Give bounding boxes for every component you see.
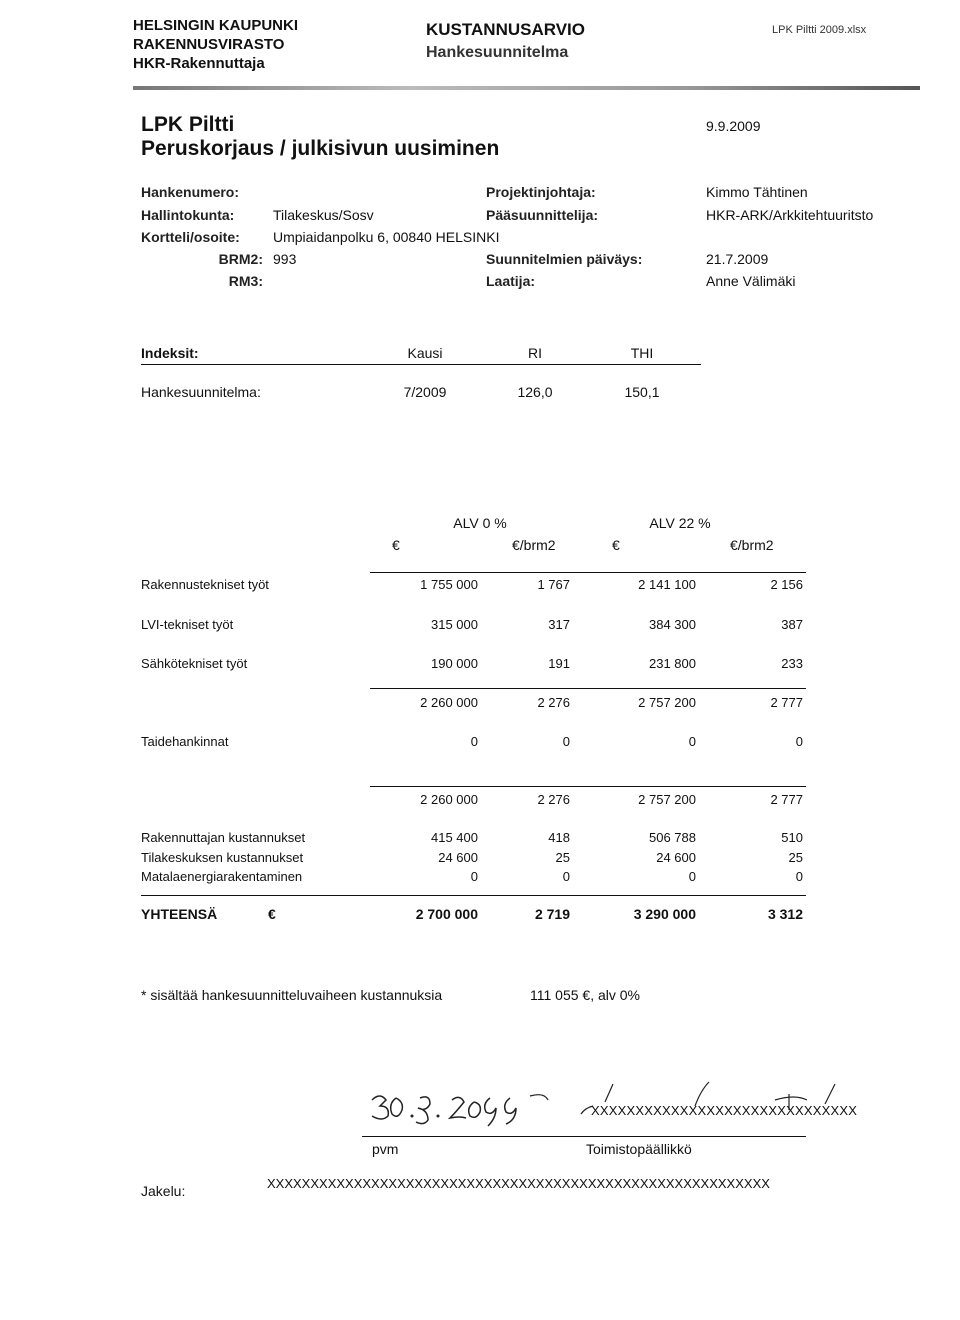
footnote-text: * sisältää hankesuunnitteluvaiheen kustannuksia	[141, 987, 443, 1003]
taide-label: Taidehankinnat	[141, 734, 229, 749]
cost-row-label: Rakennustekniset työt	[141, 577, 269, 592]
extra-row-v4: 25	[788, 850, 803, 865]
indices-kausi: 7/2009	[403, 384, 447, 400]
indices-rule	[141, 364, 701, 365]
total-v2: 2 719	[534, 906, 570, 922]
laatija-label: Laatija:	[486, 273, 536, 289]
indices-col-ri: RI	[528, 345, 542, 361]
total-v1: 2 700 000	[415, 906, 478, 922]
total-label: YHTEENSÄ	[141, 906, 218, 922]
cost-header-rule	[370, 572, 806, 573]
indices-thi: 150,1	[624, 384, 660, 400]
project-title: LPK Piltti	[141, 113, 235, 136]
indices-col-thi: THI	[630, 345, 654, 361]
projektinjohtaja-label: Projektinjohtaja:	[486, 184, 596, 200]
doc-type: KUSTANNUSARVIO	[426, 20, 585, 39]
subtotal1-v3: 2 757 200	[638, 695, 696, 710]
extra-row-v2: 0	[562, 869, 570, 884]
extra-row-v2: 418	[548, 830, 570, 845]
distribution-label: Jakelu:	[141, 1183, 186, 1199]
cost-row-v4: 2 156	[770, 577, 803, 592]
extra-row-v3: 506 788	[649, 830, 696, 845]
extra-row-v1: 415 400	[431, 830, 478, 845]
unit-eurbrm2-alv22: €/brm2	[730, 537, 774, 553]
document-date: 9.9.2009	[706, 118, 761, 134]
extra-row-v3: 0	[688, 869, 696, 884]
subtotal2-v2: 2 276	[537, 792, 570, 807]
extra-row-v3: 24 600	[656, 850, 696, 865]
hallintokunta-value: Tilakeskus/Sosv	[273, 207, 374, 223]
subtotal2-v4: 2 777	[770, 792, 803, 807]
org-line-1: HELSINGIN KAUPUNKI	[133, 17, 299, 34]
cost-row-v2: 317	[548, 617, 570, 632]
rm3-label: RM3:	[228, 273, 263, 289]
extra-row-v1: 0	[470, 869, 478, 884]
unit-eur-alv22: €	[612, 537, 620, 553]
brm2-label: BRM2:	[218, 251, 263, 267]
alv22-heading: ALV 22 %	[649, 515, 711, 531]
extra-row-label: Rakennuttajan kustannukset	[141, 830, 306, 845]
extra-row-v4: 0	[795, 869, 803, 884]
cost-row-v2: 191	[548, 656, 570, 671]
total-v4: 3 312	[767, 906, 803, 922]
paivays-label: Suunnitelmien päiväys:	[486, 251, 643, 267]
indices-col-kausi: Kausi	[407, 345, 443, 361]
paasuunnittelija-label: Pääsuunnittelija:	[486, 207, 599, 223]
indices-ri: 126,0	[517, 384, 553, 400]
cost-row-v4: 233	[781, 656, 803, 671]
cost-row-v1: 1 755 000	[420, 577, 478, 592]
header-rule	[133, 86, 920, 90]
hankenumero-label: Hankenumero:	[141, 184, 240, 200]
taide-v2: 0	[562, 734, 570, 749]
total-v3: 3 290 000	[633, 906, 696, 922]
cost-row-v2: 1 767	[537, 577, 570, 592]
org-line-3: HKR-Rakennuttaja	[133, 55, 265, 72]
footnote-value: 111 055 €, alv 0%	[530, 987, 641, 1003]
cost-row-v3: 384 300	[649, 617, 696, 632]
extra-row-v2: 25	[555, 850, 570, 865]
cost-row-v1: 190 000	[431, 656, 478, 671]
org-line-2: RAKENNUSVIRASTO	[133, 36, 285, 53]
alv0-heading: ALV 0 %	[453, 515, 507, 531]
indices-row-label: Hankesuunnitelma:	[141, 384, 261, 400]
cost-row-v4: 387	[781, 617, 803, 632]
brm2-value: 993	[273, 251, 297, 267]
laatija-value: Anne Välimäki	[706, 273, 796, 289]
cost-row-v1: 315 000	[431, 617, 478, 632]
distribution-value: XXXXXXXXXXXXXXXXXXXXXXXXXXXXXXXXXXXXXXXXXXXXXXXXXXXXXXXXXX	[267, 1176, 770, 1191]
role-label: Toimistopäällikkö	[586, 1141, 692, 1157]
file-name: LPK Piltti 2009.xlsx	[772, 24, 867, 36]
taide-v3: 0	[688, 734, 696, 749]
subtotal1-v1: 2 260 000	[420, 695, 478, 710]
subtotal1-v2: 2 276	[537, 695, 570, 710]
hallintokunta-label: Hallintokunta:	[141, 207, 235, 223]
subtotal2-rule	[370, 786, 806, 787]
subtotal2-v3: 2 757 200	[638, 792, 696, 807]
cost-row-v3: 231 800	[649, 656, 696, 671]
total-rule	[141, 895, 806, 896]
taide-v1: 0	[470, 734, 478, 749]
project-subtitle: Peruskorjaus / julkisivun uusiminen	[141, 137, 500, 160]
kortteli-label: Kortteli/osoite:	[141, 229, 240, 245]
projektinjohtaja-value: Kimmo Tähtinen	[706, 184, 808, 200]
cost-row-v3: 2 141 100	[638, 577, 696, 592]
signature-rule	[362, 1136, 806, 1137]
cost-row-label: Sähkötekniset työt	[141, 656, 248, 671]
extra-row-v4: 510	[781, 830, 803, 845]
unit-eurbrm2-alv0: €/brm2	[512, 537, 556, 553]
taide-v4: 0	[795, 734, 803, 749]
extra-row-label: Matalaenergiarakentaminen	[141, 869, 303, 884]
subtotal1-rule	[370, 688, 806, 689]
handwritten-date	[362, 1080, 572, 1130]
org-block	[133, 16, 298, 73]
total-currency: €	[268, 906, 276, 922]
paivays-value: 21.7.2009	[706, 251, 769, 267]
unit-eur-alv0: €	[392, 537, 400, 553]
kortteli-value: Umpiaidanpolku 6, 00840 HELSINKI	[273, 229, 500, 245]
pvm-label: pvm	[372, 1141, 399, 1157]
redacted-signer: XXXXXXXXXXXXXXXXXXXXXXXXXXXXXX	[591, 1103, 858, 1118]
cost-row-label: LVI-tekniset työt	[141, 617, 234, 632]
extra-row-label: Tilakeskuksen kustannukset	[141, 850, 304, 865]
doc-subtype: Hankesuunnitelma	[426, 44, 569, 61]
paasuunnittelija-value: HKR-ARK/Arkkitehtuuritsto	[706, 207, 874, 223]
subtotal1-v4: 2 777	[770, 695, 803, 710]
indices-heading: Indeksit:	[141, 345, 199, 361]
subtotal2-v1: 2 260 000	[420, 792, 478, 807]
extra-row-v1: 24 600	[438, 850, 478, 865]
